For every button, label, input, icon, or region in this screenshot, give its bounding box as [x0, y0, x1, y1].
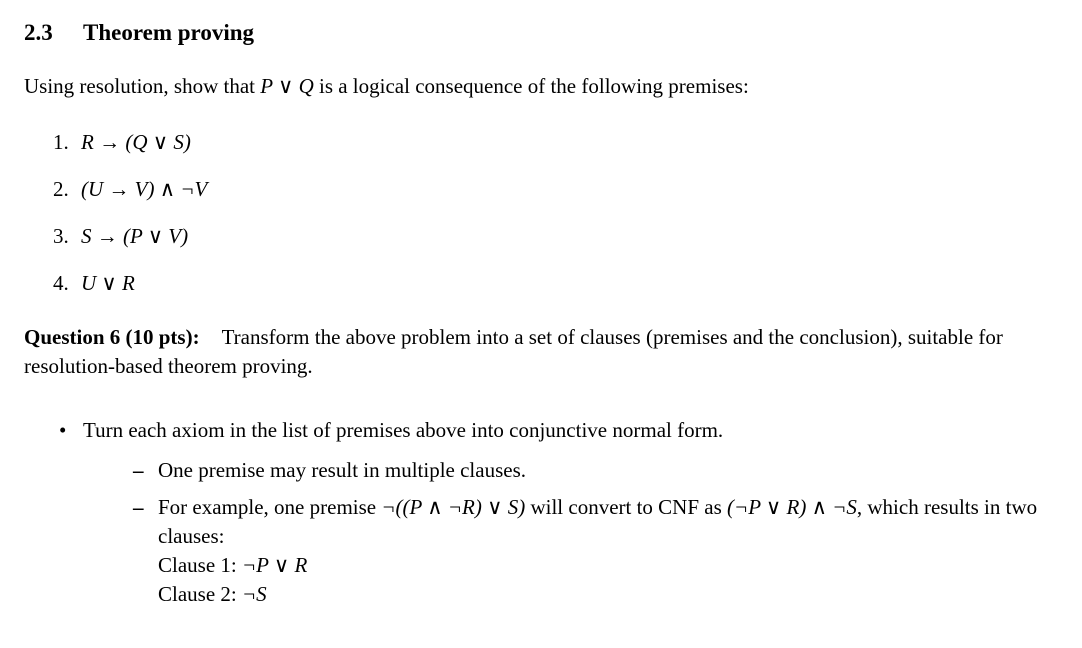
premise-item-3 [53, 220, 207, 267]
clause-1 [158, 551, 1063, 580]
premise-number: 3. [53, 224, 69, 248]
premise-formula: S → (P ∨ V) [81, 224, 189, 248]
premise-number: 4. [53, 271, 69, 295]
intro-formula: P ∨ Q [260, 74, 314, 98]
section-number: 2.3 [24, 20, 53, 45]
instruction-item [59, 414, 1059, 609]
example-text-part1: For example, one premise [158, 495, 382, 519]
sub-item-2 [133, 493, 1063, 609]
question-label: Question 6 (10 pts): [24, 325, 200, 349]
dash-marker: – [133, 495, 144, 519]
clause-1-label: Clause 1: [158, 553, 242, 577]
premise-formula: R → (Q ∨ S) [81, 130, 191, 154]
premise-item-2 [53, 173, 207, 220]
instruction-list [59, 414, 1059, 617]
intro-paragraph [24, 72, 749, 101]
clause-2 [158, 580, 1063, 609]
question-paragraph [24, 323, 1064, 381]
document-page [24, 16, 1064, 606]
premise-item-1 [53, 126, 207, 173]
clause-2-label: Clause 2: [158, 582, 242, 606]
sub-item-1 [133, 456, 1063, 485]
intro-text-after: is a logical consequence of the following premises: [313, 74, 749, 98]
sub-item-text: One premise may result in multiple clauses. [158, 458, 526, 482]
instruction-text: Turn each axiom in the list of premises above into conjunctive normal form. [83, 418, 724, 442]
section-title: Theorem proving [83, 20, 255, 45]
example-formula-cnf: (¬P ∨ R) ∧ ¬S [727, 495, 857, 519]
clause-2-formula: ¬S [242, 582, 267, 606]
example-formula-premise: ¬((P ∧ ¬R) ∨ S) [381, 495, 526, 519]
premise-formula: U ∨ R [81, 271, 135, 295]
intro-text-before: Using resolution, show that [24, 74, 261, 98]
premise-number: 1. [53, 130, 69, 154]
example-text-part2: will convert to CNF as [525, 495, 728, 519]
example-text-part3: , which results in two clauses: [158, 495, 1038, 548]
dash-marker: – [133, 458, 144, 482]
bullet-marker: • [59, 418, 67, 442]
premise-number: 2. [53, 177, 69, 201]
premise-item-4 [53, 267, 207, 314]
sub-instruction-list [133, 456, 1063, 609]
clause-1-formula: ¬P ∨ R [242, 553, 308, 577]
premise-formula: (U → V) ∧ ¬V [81, 177, 208, 201]
question-text: Transform the above problem into a set of clauses (premises and the conclusion), suitable for resolution-based theorem proving. [24, 325, 1003, 378]
section-heading [24, 16, 1064, 50]
premise-list [53, 126, 207, 314]
